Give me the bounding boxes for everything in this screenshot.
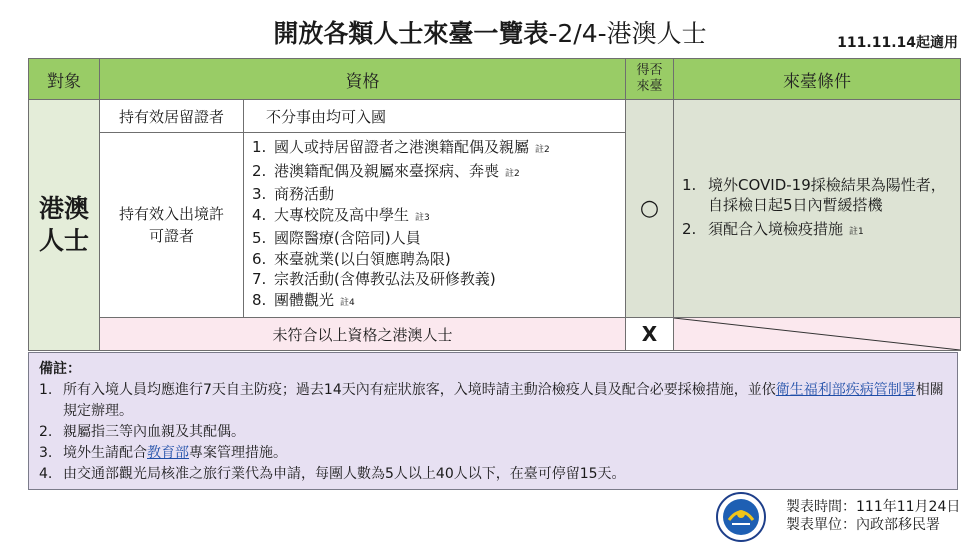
header-qualification: 資格 (100, 59, 626, 100)
note-text (63, 380, 947, 422)
note3-post: 專案管理措施。 (189, 445, 287, 461)
header-target: 對象 (29, 59, 100, 100)
maker-time: 製表時間：111年11月24日 (786, 499, 961, 515)
item-num: 5. (252, 229, 267, 247)
header-conditions: 來臺條件 (674, 59, 961, 100)
moe-link[interactable]: 教育部 (147, 445, 189, 461)
notes-box (28, 352, 958, 490)
note-item (39, 443, 947, 464)
list-item (252, 184, 617, 205)
row2-category-text: 持有效入出境許可證者 (118, 205, 224, 245)
allowed-yes-mark: ○ (626, 100, 674, 318)
item-note: 註2 (505, 168, 520, 179)
row2-category (100, 133, 244, 318)
condition-num: 2. (682, 220, 697, 238)
note3-pre: 境外生請配合 (63, 445, 147, 461)
diagonal-slash-icon (674, 318, 960, 350)
conditions-cell (674, 100, 961, 318)
list-item (252, 205, 617, 229)
note-item (39, 464, 947, 485)
cdc-link[interactable]: 衛生福利部疾病管制署 (775, 382, 916, 398)
note-text: 由交通部觀光局核准之旅行業代為申請，每團人數為5人以上40人以下，在臺可停留15天。 (63, 466, 626, 482)
row3-text: 未符合以上資格之港澳人士 (100, 318, 626, 351)
item-note: 註3 (415, 212, 430, 223)
table-row (29, 318, 961, 351)
note-item (39, 380, 947, 422)
conditions-list (674, 175, 960, 242)
item-num: 6. (252, 249, 267, 268)
effective-date: 111.11.14起適用 (837, 35, 958, 51)
item-text: 商務活動 (274, 185, 335, 203)
conditions-na-cell (674, 318, 961, 351)
item-text: 國際醫療(含陪同)人員 (274, 229, 421, 247)
note-num: 3. (39, 445, 53, 461)
list-item (252, 137, 617, 161)
allowed-no-mark: X (626, 318, 674, 351)
list-item (252, 249, 617, 270)
list-item (252, 161, 617, 185)
note-num: 4. (39, 466, 53, 482)
list-item (252, 269, 617, 290)
header-row (29, 59, 961, 100)
item-num: 8. (252, 290, 267, 309)
condition-item (682, 175, 946, 215)
row2-items-cell (244, 133, 626, 318)
header-allowed (626, 59, 674, 100)
maker-unit: 製表單位：內政部移民署 (786, 517, 940, 533)
condition-note: 註1 (849, 227, 864, 237)
target-text: 港澳人士 (38, 194, 89, 255)
list-item (252, 290, 617, 314)
title-main: 開放各類人士來臺一覽表 (273, 19, 549, 48)
item-note: 註2 (535, 145, 550, 155)
condition-text: 境外COVID-19採檢結果為陽性者，自採檢日起5日內暫緩搭機 (708, 176, 946, 214)
note-text (63, 443, 287, 464)
page-title (0, 14, 980, 50)
note-num: 2. (39, 424, 53, 440)
condition-item (682, 219, 946, 242)
notes-heading: 備註： (39, 361, 81, 377)
target-cell (29, 100, 100, 351)
item-text: 宗教活動(含傳教弘法及研修教義) (274, 270, 496, 288)
row1-detail: 不分事由均可入國 (244, 100, 626, 133)
note1-pre: 所有入境人員均應進行7天自主防疫；過去14天內有症狀旅客，入境時請主動洽檢疫人員及配合必要採檢措施，並依 (63, 382, 776, 398)
item-num: 3. (252, 185, 267, 203)
note-text: 親屬指三等內血親及其配偶。 (63, 424, 245, 440)
maker-info (786, 498, 960, 534)
item-num: 2. (252, 161, 267, 180)
immigration-agency-emblem-icon (716, 492, 766, 542)
qualification-list (244, 133, 625, 317)
note-item (39, 422, 947, 443)
note-num: 1. (39, 382, 53, 398)
item-text: 來臺就業(以白領應聘為限) (274, 249, 451, 268)
title-sub: -2/4-港澳人士 (548, 19, 707, 48)
item-text: 大專校院及高中學生 (274, 205, 410, 224)
note1-post: 相關規定辦理。 (63, 382, 944, 419)
header-allowed-text: 得否來臺 (636, 63, 663, 94)
item-num: 7. (252, 270, 267, 288)
table-row (29, 100, 961, 133)
condition-num: 1. (682, 176, 697, 194)
condition-text: 須配合入境檢疫措施 (708, 220, 844, 238)
list-item (252, 228, 617, 249)
item-text: 港澳籍配偶及親屬來臺探病、奔喪 (274, 161, 500, 180)
item-num: 4. (252, 205, 267, 224)
item-num: 1. (252, 138, 267, 156)
item-text: 國人或持居留證者之港澳籍配偶及親屬 (274, 138, 530, 156)
item-text: 團體觀光 (274, 290, 335, 309)
item-note: 註4 (340, 297, 355, 308)
eligibility-table (28, 58, 961, 351)
row1-category: 持有效居留證者 (100, 100, 244, 133)
